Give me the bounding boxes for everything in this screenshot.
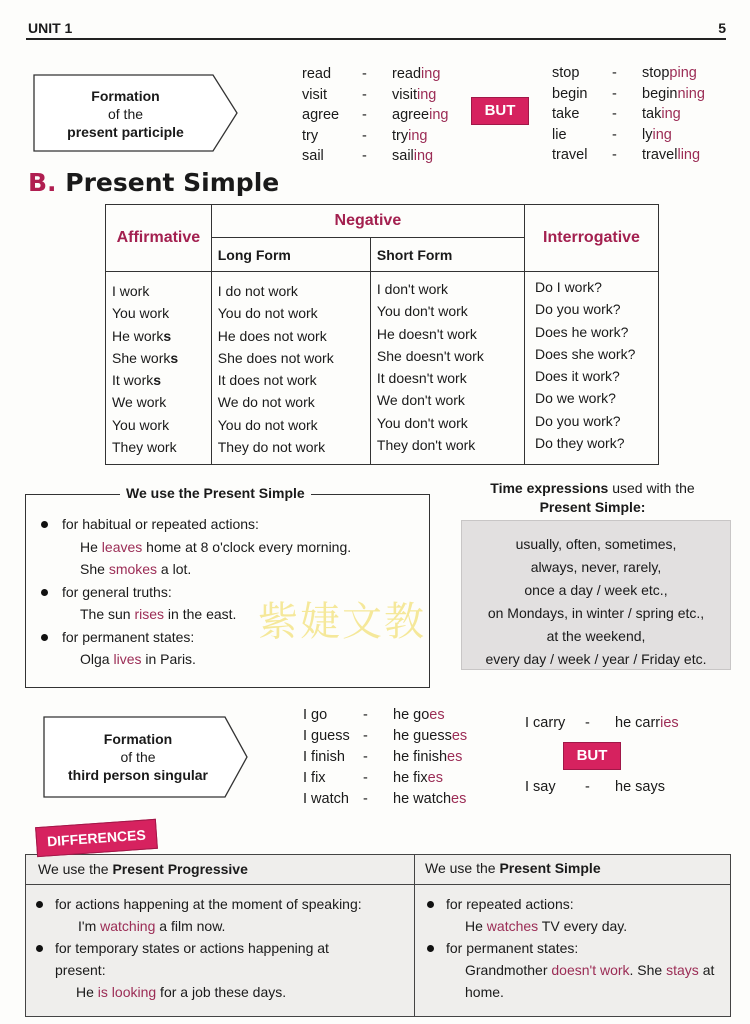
formation-label: Formation (103, 731, 173, 747)
list-item: lie - ly ing (552, 126, 672, 143)
third-person-formation-box (43, 716, 249, 798)
list-item: for actions happening at the moment of speaking: (26, 893, 414, 915)
long-form-column (211, 272, 370, 465)
bullet-icon (36, 901, 43, 908)
bullet-icon (427, 901, 434, 908)
list-item: She does not work (217, 349, 334, 366)
list-item: for permanent states: (415, 937, 730, 959)
list-item: for repeated actions: (415, 893, 730, 915)
bullet-icon (41, 589, 48, 596)
list-item: read - read ing (302, 66, 441, 82)
formation-subject: third person singular (67, 767, 208, 783)
header-present-progressive: We use the Present Progressive (26, 855, 415, 885)
list-item: begin - begin ning (552, 85, 705, 102)
list-item: She works (112, 349, 179, 366)
list-item: travel - travel ling (552, 147, 701, 163)
list-item: at the weekend, (546, 628, 646, 644)
list-item: once a day / week etc., (524, 582, 668, 598)
list-item: take - tak ing (552, 106, 681, 122)
list-item: for general truths: (25, 581, 425, 604)
header-negative: Negative (211, 205, 524, 238)
list-item: You work (112, 416, 170, 433)
list-item: They don't work (376, 437, 476, 454)
participle-regular-list (302, 64, 448, 167)
header-short-form: Short Form (370, 238, 524, 272)
uses-title: We use the Present Simple (120, 485, 311, 501)
list-item: They work (112, 439, 177, 456)
list-item: I do not work (217, 283, 298, 299)
list-item: He doesn't work (376, 325, 477, 342)
third-person-say (525, 777, 665, 798)
present-progressive-uses (26, 885, 415, 1017)
header-affirmative: Affirmative (106, 205, 212, 272)
list-item: Do we work? (535, 390, 616, 407)
formation-label: Formation (91, 88, 160, 104)
conjugation-table (105, 204, 659, 465)
list-item: sail - sail ing (302, 148, 434, 164)
list-item: Do you work? (535, 412, 621, 429)
list-item: He does not work (217, 327, 327, 344)
time-expressions-box (461, 520, 731, 670)
list-item: stop - stop ping (552, 65, 697, 81)
list-item: It works (112, 372, 162, 389)
section-letter: B. (28, 168, 57, 197)
list-item: agree - agree ing (302, 107, 449, 123)
list-item: Do you work? (535, 301, 621, 318)
watermark: 紫婕文教 (258, 599, 426, 645)
list-item: I fix - he fix es (303, 770, 443, 786)
header-interrogative: Interrogative (525, 205, 659, 272)
list-item: Does she work? (535, 345, 636, 362)
list-item: They do not work (217, 439, 326, 456)
example: He is looking for a job these days. (76, 984, 287, 1000)
section-title (28, 168, 279, 197)
differences-table (25, 854, 731, 1017)
list-item: I watch - he watch es (303, 791, 467, 807)
list-item: We don't work (376, 392, 465, 409)
of-the-label: of the (120, 749, 156, 765)
list-item: on Mondays, in winter / spring etc., (487, 605, 705, 621)
list-item: I work (112, 283, 150, 299)
bullet-icon (41, 521, 48, 528)
participle-exception-list (552, 63, 705, 166)
list-item: Does he work? (535, 323, 629, 340)
example: Olga lives in Paris. (80, 651, 196, 667)
list-item: I carry - he carr ies (525, 715, 679, 731)
present-participle-formation-box (33, 74, 239, 152)
unit-label: UNIT 1 (28, 20, 73, 36)
list-item: always, never, rarely, (530, 559, 662, 575)
list-item: I guess - he guess es (303, 728, 468, 744)
time-expressions-title: Time expressions used with the Present Simple: (490, 480, 695, 515)
list-item: Do I work? (535, 279, 602, 295)
list-item: for habitual or repeated actions: (25, 513, 425, 536)
header-long-form: Long Form (211, 238, 370, 272)
differences-tag: DIFFERENCES (35, 819, 158, 857)
but-badge: BUT (471, 97, 529, 125)
list-item: I go - he go es (303, 707, 445, 723)
example: I'm watching a film now. (78, 918, 226, 934)
list-item: usually, often, sometimes, (515, 536, 677, 552)
list-item: You do not work (217, 305, 318, 322)
present-simple-uses (415, 885, 731, 1017)
list-item: She doesn't work (376, 347, 484, 364)
but-badge: BUT (563, 742, 621, 770)
example: He watches TV every day. (465, 918, 628, 934)
interrogative-column (525, 272, 659, 465)
bullet-icon (41, 634, 48, 641)
list-item: Does it work? (535, 368, 620, 385)
affirmative-column (106, 272, 212, 465)
formation-subject: present participle (67, 124, 184, 140)
list-item: I don't work (376, 281, 449, 297)
list-item: for temporary states or actions happening at present: (26, 937, 414, 981)
list-item: We do not work (217, 394, 315, 411)
section-heading: Present Simple (65, 168, 280, 197)
third-person-regular-list (303, 705, 467, 810)
page-number: 5 (718, 20, 726, 36)
bullet-icon (427, 945, 434, 952)
header-rule (26, 38, 726, 40)
list-item: I finish - he finish es (303, 749, 463, 765)
example: He leaves home at 8 o'clock every morning. (80, 538, 352, 555)
bullet-icon (36, 945, 43, 952)
list-item: We work (112, 394, 167, 411)
list-item: visit - visit ing (302, 86, 437, 103)
example: Grandmother doesn't work. She stays at home. (465, 962, 715, 1000)
list-item: You don't work (376, 303, 468, 320)
list-item: It doesn't work (376, 370, 467, 387)
header-present-simple: We use the Present Simple (415, 855, 731, 885)
list-item: You do not work (217, 416, 318, 433)
of-the-label: of the (107, 106, 144, 122)
list-item: every day / week / year / Friday etc. (485, 651, 707, 667)
list-item: He works (112, 327, 172, 344)
example: The sun rises in the east. (80, 606, 237, 622)
short-form-column (370, 272, 524, 465)
example: She smokes a lot. (80, 561, 192, 577)
list-item: try - try ing (302, 127, 428, 144)
list-item: for permanent states: (25, 626, 425, 649)
list-item: You don't work (376, 414, 468, 431)
list-item: I say - he says (525, 779, 665, 795)
list-item: Do they work? (535, 435, 625, 452)
list-item: It does not work (217, 372, 317, 389)
third-person-carry (525, 713, 679, 734)
list-item: You work (112, 305, 170, 322)
